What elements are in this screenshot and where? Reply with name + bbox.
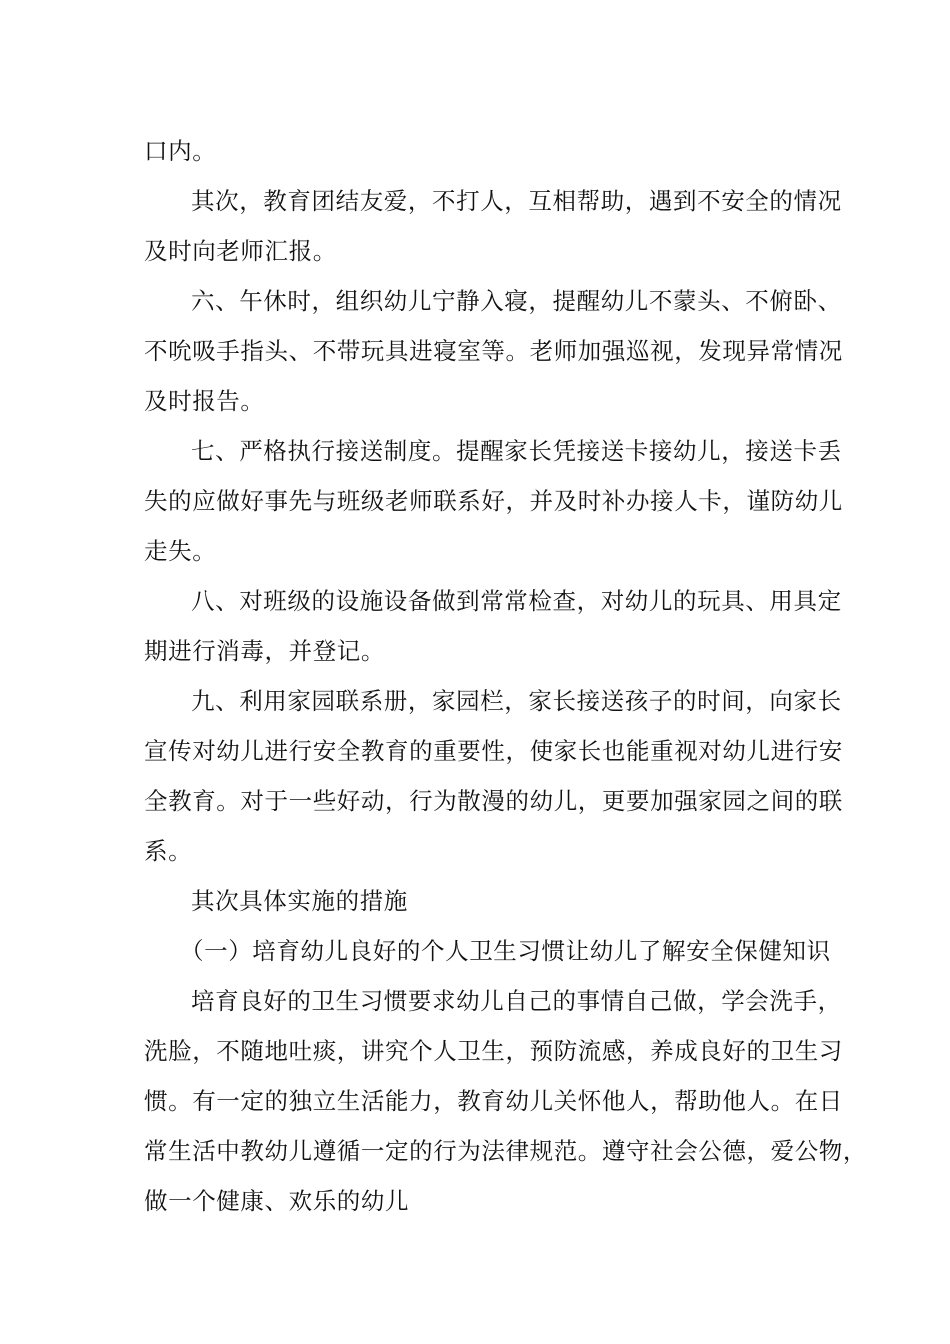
section-heading: 其次具体实施的措施 — [191, 887, 408, 915]
text-line: 不吮吸手指头、不带玩具进寝室等。老师加强巡视，发现异常情况 — [144, 337, 843, 365]
text-line: 口内。 — [144, 137, 217, 165]
text-line: 全教育。对于一些好动，行为散漫的幼儿，更要加强家园之间的联 — [144, 787, 843, 815]
text-line: 洗脸，不随地吐痰，讲究个人卫生，预防流感，养成良好的卫生习 — [144, 1037, 843, 1065]
text-line: 失的应做好事先与班级老师联系好，并及时补办接人卡，谨防幼儿 — [144, 487, 843, 515]
paragraph-first-line: 培育良好的卫生习惯要求幼儿自己的事情自己做，学会洗手， — [191, 987, 842, 1015]
text-line: 常生活中教幼儿遵循一定的行为法律规范。遵守社会公德，爱公物， — [144, 1137, 867, 1165]
text-line: 期进行消毒，并登记。 — [144, 637, 385, 665]
text-line: 宣传对幼儿进行安全教育的重要性，使家长也能重视对幼儿进行安 — [144, 737, 843, 765]
text-line: 走失。 — [144, 537, 217, 565]
paragraph-first-line: 七、严格执行接送制度。提醒家长凭接送卡接幼儿，接送卡丢 — [191, 437, 842, 465]
text-line: 惯。有一定的独立生活能力，教育幼儿关怀他人，帮助他人。在日 — [144, 1087, 843, 1115]
text-line: 做一个健康、欢乐的幼儿 — [144, 1187, 410, 1215]
text-line: 及时报告。 — [144, 387, 265, 415]
paragraph-first-line: 九、利用家园联系册，家园栏，家长接送孩子的时间，向家长 — [191, 687, 842, 715]
subsection-heading: （一）培育幼儿良好的个人卫生习惯让幼儿了解安全保健知识 — [180, 937, 831, 965]
paragraph-first-line: 八、对班级的设施设备做到常常检查，对幼儿的玩具、用具定 — [191, 587, 842, 615]
paragraph-first-line: 其次，教育团结友爱，不打人，互相帮助，遇到不安全的情况 — [191, 187, 842, 215]
text-line: 系。 — [144, 837, 193, 865]
text-line: 及时向老师汇报。 — [144, 237, 337, 265]
paragraph-first-line: 六、午休时，组织幼儿宁静入寝，提醒幼儿不蒙头、不俯卧、 — [191, 287, 842, 315]
